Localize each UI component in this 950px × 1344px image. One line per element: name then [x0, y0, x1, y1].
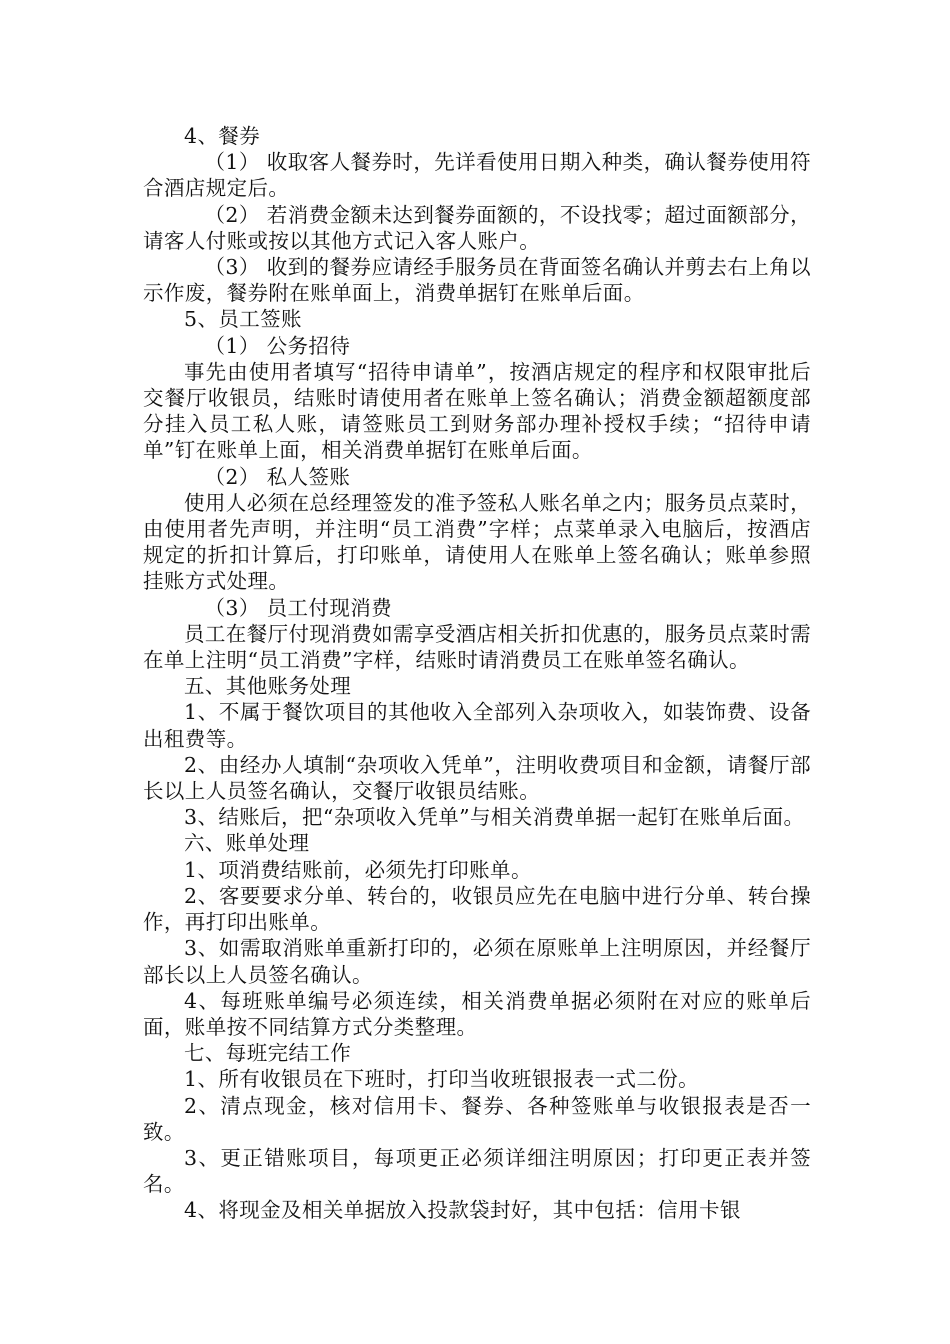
paragraph: （3） 收到的餐券应请经手服务员在背面签名确认并剪去右上角以示作废，餐券附在账单面上，消费单据钉在账单后面。 [143, 255, 811, 306]
paragraph: 4、餐券 [184, 124, 261, 148]
paragraph: 事先由使用者填写“招待申请单”，按酒店规定的程序和权限审批后交餐厅收银员，结账时请使用者在账单上签名确认；消费金额超额度部分挂入员工私人账，请签账员工到财务部办理补授权手续；“招待申请单”钉在账单上面，相关消费单据钉在账单后面。 [143, 359, 811, 463]
paragraph: 使用人必须在总经理签发的准予签私人账名单之内；服务员点菜时，由使用者先声明，并注明“员工消费”字样；点菜单录入电脑后，按酒店规定的折扣计算后，打印账单，请使用人在账单上签名确认；账单参照挂账方式处理。 [143, 490, 811, 594]
paragraph: 1、项消费结账前，必须先打印账单。 [184, 857, 532, 882]
paragraph: 2、清点现金，核对信用卡、餐券、各种签账单与收银报表是否一致。 [143, 1093, 811, 1144]
paragraph: 5、员工签账 [184, 307, 302, 332]
paragraph: 4、每班账单编号必须连续，相关消费单据必须附在对应的账单后面，账单按不同结算方式分类整理。 [143, 988, 811, 1039]
paragraph: 2、客要要求分单、转台的，收银员应先在电脑中进行分单、转台操作，再打印出账单。 [143, 883, 811, 935]
paragraph: 员工在餐厅付现消费如需享受酒店相关折扣优惠的，服务员点菜时需在单上注明“员工消费”字样，结账时请消费员工在账单签名确认。 [143, 621, 811, 673]
section-heading: 六、账单处理 [184, 831, 310, 856]
paragraph: 4、将现金及相关单据放入投款袋封好，其中包括：信用卡银 [184, 1198, 741, 1223]
paragraph: （2） 私人签账 [204, 464, 351, 489]
paragraph: （1） 公务招待 [204, 333, 351, 358]
paragraph: 3、更正错账项目，每项更正必须详细注明原因；打印更正表并签名。 [143, 1145, 811, 1197]
section-heading: 五、其他账务处理 [184, 674, 352, 699]
document-page [143, 123, 811, 1224]
paragraph: 2、由经办人填制“杂项收入凭单”，注明收费项目和金额，请餐厅部长以上人员签名确认，交餐厅收银员结账。 [143, 752, 811, 804]
section-heading: 七、每班完结工作 [184, 1041, 352, 1066]
paragraph: 1、所有收银员在下班时，打印当收班银报表一式二份。 [184, 1067, 700, 1092]
paragraph: 3、结账后，把“杂项收入凭单”与相关消费单据一起钉在账单后面。 [184, 805, 805, 830]
paragraph: 3、如需取消账单重新打印的，必须在原账单上注明原因，并经餐厅部长以上人员签名确认。 [143, 936, 811, 987]
paragraph: （1） 收取客人餐券时，先详看使用日期入种类，确认餐券使用符合酒店规定后。 [143, 150, 811, 201]
paragraph: （2） 若消费金额未达到餐券面额的，不设找零；超过面额部分，请客人付账或按以其他方式记入客人账户。 [143, 202, 811, 253]
paragraph: 1、不属于餐饮项目的其他收入全部列入杂项收入，如装饰费、设备出租费等。 [143, 700, 811, 751]
paragraph: （3） 员工付现消费 [204, 595, 393, 620]
